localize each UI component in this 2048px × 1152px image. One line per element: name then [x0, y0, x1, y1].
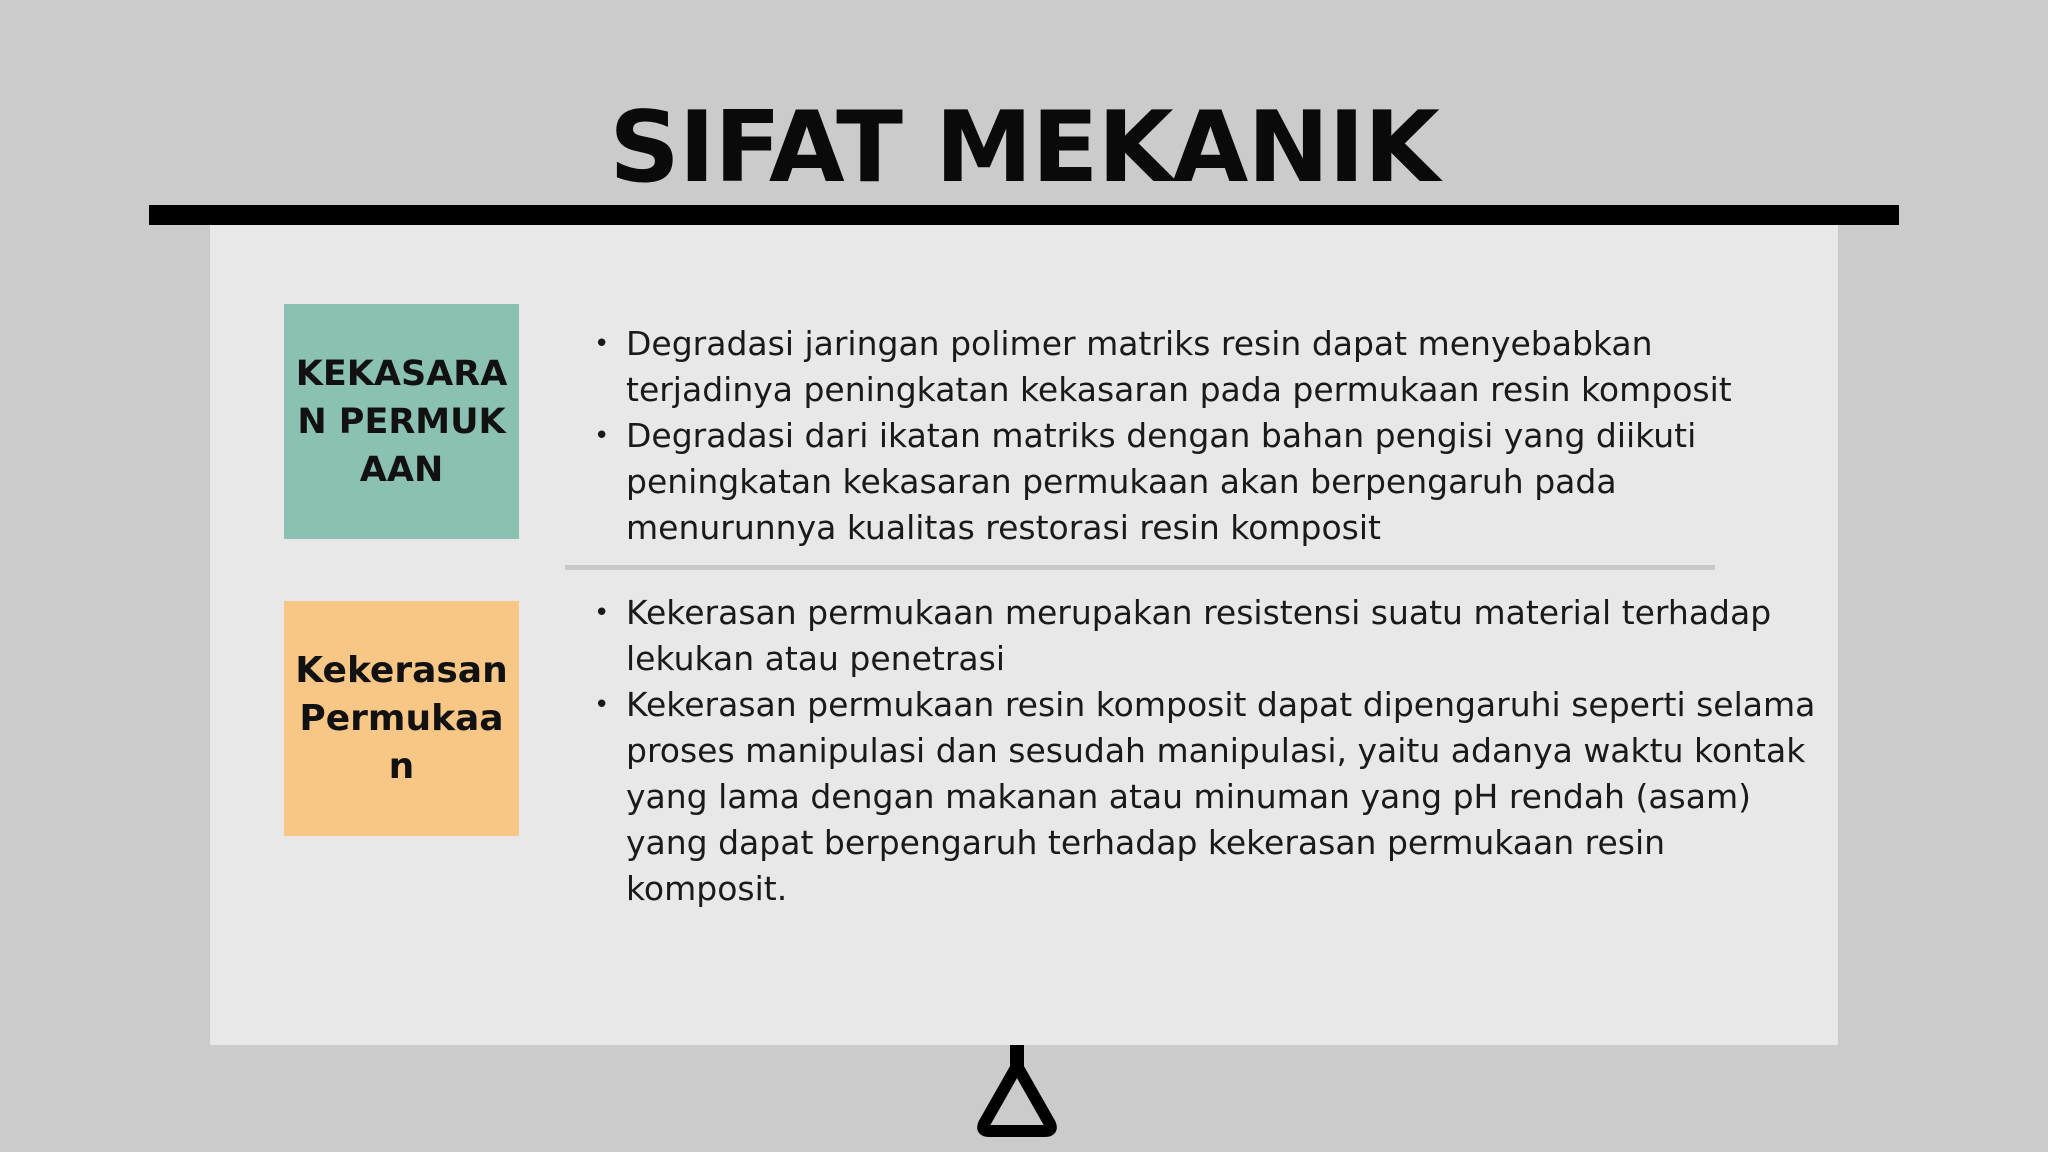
section-divider [565, 565, 1715, 570]
bullet-text: Kekerasan permukaan resin komposit dapat dipengaruhi seperti selama proses manipulasi dan sesudah manipulasi, yaitu adanya waktu kontak yang lama dengan makanan atau minuman yang pH rendah (asam) yang dapat berpengaruh terhadap kekerasan permukaan resin komposit. [626, 685, 1816, 908]
list-item [590, 590, 1830, 682]
label-kekasaran-permukaan-text: KEKASARAN PERMUKAAN [295, 353, 508, 490]
bullet-icon: • [594, 690, 610, 720]
bullet-icon: • [594, 421, 610, 451]
list-item [590, 682, 1830, 912]
projector-screen-bar [149, 205, 1899, 225]
label-kekasaran-permukaan [284, 304, 519, 539]
list-item [590, 413, 1830, 551]
bullet-text: Degradasi dari ikatan matriks dengan bahan pengisi yang diikuti peningkatan kekasaran permukaan akan berpengaruh pada menurunnya kualitas restorasi resin komposit [626, 416, 1697, 547]
bullet-icon: • [594, 598, 610, 628]
slide-title: SIFAT MEKANIK [609, 91, 1439, 205]
bullet-text: Degradasi jaringan polimer matriks resin dapat menyebabkan terjadinya peningkatan kekasaran pada permukaan resin komposit [626, 324, 1732, 409]
label-kekerasan-permukaan-text: Kekerasan Permukaan [295, 649, 508, 787]
bullet-icon: • [594, 329, 610, 359]
label-kekerasan-permukaan [284, 601, 519, 836]
bullet-text: Kekerasan permukaan merupakan resistensi suatu material terhadap lekukan atau penetrasi [626, 593, 1772, 678]
bullet-list-kekasaran [590, 321, 1830, 551]
projector-pull-handle-icon [976, 1058, 1058, 1138]
list-item [590, 321, 1830, 413]
bullet-list-kekerasan [590, 590, 1830, 912]
